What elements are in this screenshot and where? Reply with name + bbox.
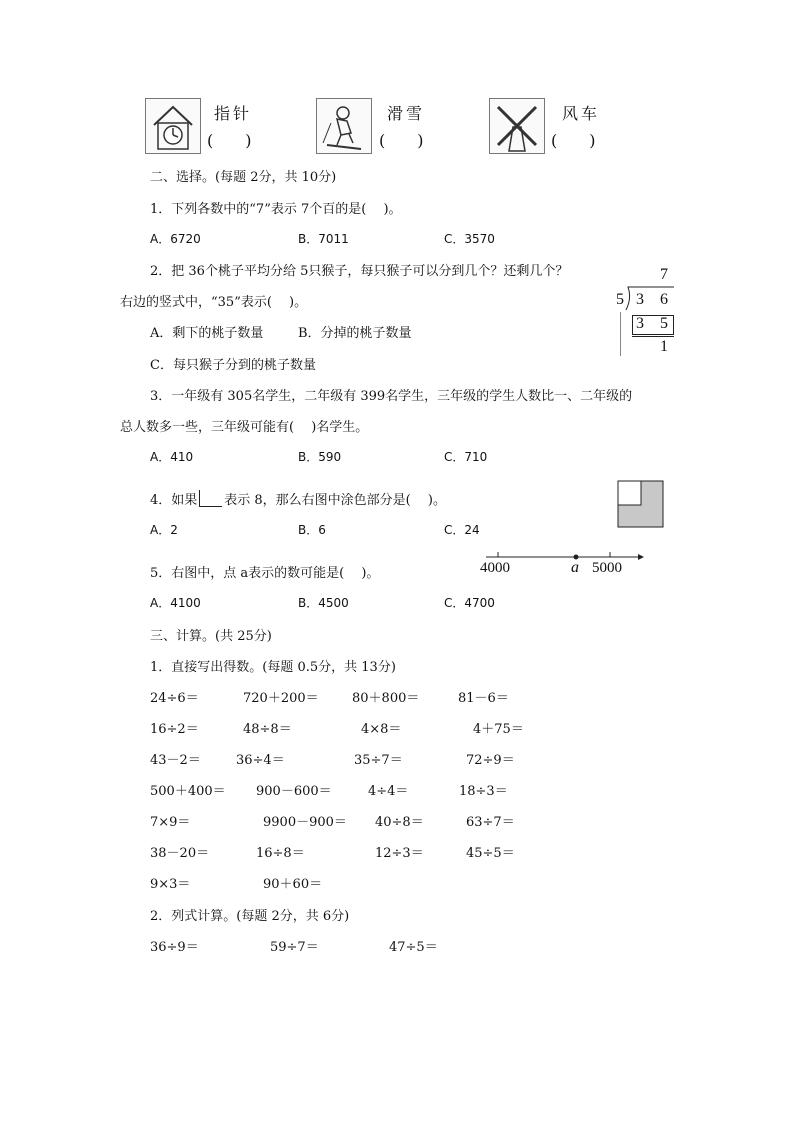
calc-item: 16÷2＝ [150, 722, 199, 737]
q2-line-1: 2．把 36个桃子平均分给 5只猴子，每只猴子可以分到几个？还剩几个？ [150, 264, 569, 279]
q4-option-c[interactable]: C．24 [444, 523, 480, 537]
division-dividend-tens: 3 [636, 291, 644, 308]
calc-item: 9×3＝ [150, 877, 191, 892]
number-line-right-label: 5000 [592, 560, 622, 576]
q2-option-a[interactable]: A．剩下的桃子数量 [150, 326, 264, 341]
picture-label: 滑雪 [387, 104, 426, 123]
calc-item: 900－600＝ [256, 784, 332, 799]
calc-item: 43－2＝ [150, 753, 201, 768]
calc-item: 18÷3＝ [459, 784, 508, 799]
division-rule [632, 336, 674, 337]
q3-line-2: 总人数多一些，三年级可能有( )名学生。 [120, 420, 369, 435]
calc-item: 500＋400＝ [150, 784, 226, 799]
q5-text: 5．右图中，点 a表示的数可能是( )。 [150, 566, 380, 581]
section-2-heading: 二、选择。(每题 2分，共 10分) [150, 170, 337, 185]
section-3-sub-1: 1．直接写出得数。(每题 0.5分，共 13分) [150, 660, 396, 675]
calc-item: 7×9＝ [150, 815, 191, 830]
picture-skier [316, 98, 372, 154]
calc-item: 45÷5＝ [466, 846, 515, 861]
q4-option-b[interactable]: B．6 [298, 523, 326, 537]
q4-symbol-box [199, 490, 222, 507]
picture-clock-house [145, 98, 201, 154]
q4-option-a[interactable]: A．2 [150, 523, 178, 537]
q4-prefix: 4．如果 [150, 493, 198, 508]
division-remainder: 1 [660, 338, 668, 355]
q4-suffix: 表示 8，那么右图中涂色部分是( )。 [224, 493, 446, 508]
calc-item: 720＋200＝ [243, 691, 319, 706]
calc-item: 4×8＝ [361, 722, 402, 737]
q3-option-a[interactable]: A．410 [150, 450, 194, 464]
answer-blank[interactable]: ( ) [551, 131, 596, 150]
calc-item: 40÷8＝ [375, 815, 424, 830]
q2-line-2: 右边的竖式中，“35”表示( )。 [120, 295, 308, 310]
q5-option-a[interactable]: A．4100 [150, 596, 201, 610]
calc-item: 16÷8＝ [256, 846, 305, 861]
calc-item: 80＋800＝ [352, 691, 420, 706]
q1-option-a[interactable]: A．6720 [150, 232, 201, 246]
section-3-sub-2: 2．列式计算。(每题 2分，共 6分) [150, 909, 350, 924]
calc-item: 47÷5＝ [389, 940, 438, 955]
q3-option-b[interactable]: B．590 [298, 450, 342, 464]
calc-item: 36÷4＝ [236, 753, 285, 768]
clock-house-icon [146, 99, 200, 153]
calc-item: 72÷9＝ [466, 753, 515, 768]
number-line-point-label: a [571, 559, 579, 576]
long-division-figure [610, 266, 674, 358]
division-product-ones: 5 [660, 315, 668, 332]
number-line-left-label: 4000 [480, 560, 510, 576]
calc-item: 4＋75＝ [473, 722, 524, 737]
calc-item: 24÷6＝ [150, 691, 199, 706]
q1-option-b[interactable]: B．7011 [298, 232, 349, 246]
section-3-heading: 三、计算。(共 25分) [150, 629, 272, 644]
skier-icon [317, 99, 371, 153]
number-line [480, 546, 644, 580]
q1-text: 1．下列各数中的“7”表示 7个百的是( )。 [150, 202, 402, 217]
picture-label: 指针 [214, 104, 253, 123]
calc-item: 81－6＝ [458, 691, 509, 706]
picture-windmill [489, 98, 545, 154]
q5-option-b[interactable]: B．4500 [298, 596, 349, 610]
calc-item: 36÷9＝ [150, 940, 199, 955]
windmill-icon [490, 99, 544, 153]
picture-label: 风车 [562, 104, 601, 123]
q4-text [150, 489, 446, 508]
calc-item: 35÷7＝ [354, 753, 403, 768]
q5-option-c[interactable]: C．4700 [444, 596, 495, 610]
answer-blank[interactable]: ( ) [379, 131, 424, 150]
calc-item: 9900－900＝ [263, 815, 347, 830]
calc-item: 90＋60＝ [263, 877, 323, 892]
division-divisor: 5 [616, 291, 624, 308]
q2-option-b[interactable]: B．分掉的桃子数量 [298, 326, 412, 341]
calc-item: 4÷4＝ [368, 784, 409, 799]
calc-item: 38－20＝ [150, 846, 210, 861]
division-left-line [620, 312, 621, 356]
q1-option-c[interactable]: C．3570 [444, 232, 495, 246]
calc-item: 12÷3＝ [375, 846, 424, 861]
division-quotient: 7 [660, 266, 668, 283]
division-dividend-ones: 6 [660, 291, 668, 308]
calc-item: 48÷8＝ [243, 722, 292, 737]
q3-line-1: 3．一年级有 305名学生，二年级有 399名学生，三年级的学生人数比一、二年级的 [150, 389, 633, 404]
calc-item: 63÷7＝ [466, 815, 515, 830]
shaded-square-figure [617, 480, 665, 530]
q3-option-c[interactable]: C．710 [444, 450, 488, 464]
q2-option-c[interactable]: C．每只猴子分到的桃子数量 [150, 358, 316, 373]
answer-blank[interactable]: ( ) [207, 131, 252, 150]
division-product-tens: 3 [636, 315, 644, 332]
calc-item: 59÷7＝ [270, 940, 319, 955]
